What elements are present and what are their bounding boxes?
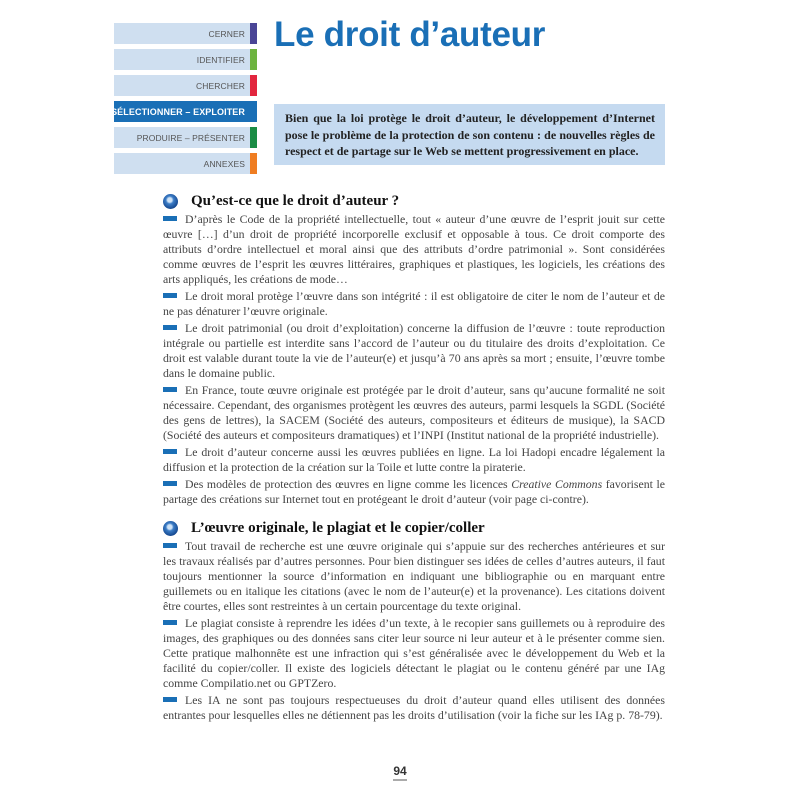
section-droit-auteur <box>163 192 665 507</box>
paragraph <box>163 212 665 287</box>
paragraph-text: Les IA ne sont pas toujours respectueuses du droit d’auteur quand elles utilisent des données entrantes pour lesquelles elles ne détiennent pas les droits d’utilisation (voir la fiche sur les IAg p. 78-79). <box>163 693 665 722</box>
paragraph <box>163 477 665 507</box>
bullet-icon <box>163 697 177 702</box>
nav-item-label: IDENTIFIER <box>196 54 245 65</box>
paragraph <box>163 693 665 723</box>
section-title: Qu’est-ce que le droit d’auteur ? <box>191 193 400 209</box>
nav-item-cerner[interactable] <box>114 23 257 44</box>
paragraph <box>163 539 665 614</box>
chapter-nav <box>111 23 257 179</box>
italic-term: Creative Commons <box>511 477 603 491</box>
paragraph-text: Tout travail de recherche est une œuvre originale qui s’appuie sur des recherches antérieures et sur les travaux réalisés par d’autres personnes. Pour bien distinguer ses idées de celles d’autres auteurs, il faut toujours mentionner la source d’information en indiquant une bibliographie ou en marquant entre guillemets ou en italique les citations (avec le nom de l’auteur(e) et la provenance). Les citations doivent être courtes, elles sont restreintes à un certain pourcentage du texte original. <box>163 539 665 613</box>
bullet-icon <box>163 543 177 548</box>
bullet-icon <box>163 481 177 486</box>
nav-item-identifier[interactable] <box>114 49 257 70</box>
section-heading <box>163 192 665 211</box>
section-title: L’œuvre originale, le plagiat et le copier/coller <box>191 520 485 536</box>
paragraph-text: Des modèles de protection des œuvres en ligne comme les licences <box>185 477 512 491</box>
bullet-icon <box>163 325 177 330</box>
nav-color-tab <box>250 75 257 96</box>
page-number-text: 94 <box>393 764 406 781</box>
page-title: Le droit d’auteur <box>274 15 546 54</box>
bullet-icon <box>163 216 177 221</box>
bullet-icon <box>163 387 177 392</box>
blue-sphere-icon <box>163 194 178 209</box>
nav-color-tab <box>250 153 257 174</box>
paragraph-text: Le droit moral protège l’œuvre dans son intégrité : il est obligatoire de citer le nom de l’auteur et de ne pas dénaturer l’œuvre originale. <box>163 289 665 318</box>
nav-item-label: CERNER <box>208 28 245 39</box>
paragraph-text: Le droit patrimonial (ou droit d’exploitation) concerne la diffusion de l’œuvre : toute reproduction intégrale ou partielle est interdite sans l’accord de l’auteur ou du titulaire des droits d’exploitation. Ce droit est valable durant toute la vie de l’auteur(e) et jusqu’à 70 ans après sa mort ; ensuite, l’œuvre tombe dans le domaine public. <box>163 321 665 380</box>
main-content <box>163 192 665 725</box>
paragraph <box>163 289 665 319</box>
nav-item-selectionner-exploiter[interactable] <box>111 101 257 122</box>
nav-item-produire-presenter[interactable] <box>114 127 257 148</box>
paragraph-text: En France, toute œuvre originale est protégée par le droit d’auteur, sans qu’aucune formalité ne soit nécessaire. Cependant, des organismes protègent les œuvres des auteurs, parmi lesquels la SGDL (Société des gens de lettres), la SACEM (Société des auteurs, compositeurs et éditeurs de musique), la SACD (Société des auteurs et compositeurs dramatiques) et l’INPI (Institut national de la propriété industrielle). <box>163 383 665 442</box>
paragraph <box>163 383 665 443</box>
bullet-icon <box>163 449 177 454</box>
section-plagiat <box>163 519 665 723</box>
nav-item-label: PRODUIRE – PRÉSENTER <box>136 132 245 143</box>
paragraph-text: D’après le Code de la propriété intellectuelle, tout « auteur d’une œuvre de l’esprit jouit sur cette œuvre […] d’un droit de propriété incorporelle exclusif et opposable à tous. Ce droit comporte des attributs d’ordre intellectuel et moral ainsi que des attributs d’ordre patrimonial ». Sont considérées comme œuvres de l’esprit les œuvres littéraires, graphiques et plastiques, les logiciels, les créations des arts appliqués, les créations de mode… <box>163 212 665 286</box>
section-heading <box>163 519 665 538</box>
bullet-icon <box>163 293 177 298</box>
nav-item-annexes[interactable] <box>114 153 257 174</box>
bullet-icon <box>163 620 177 625</box>
intro-box: Bien que la loi protège le droit d’auteur, le développement d’Internet pose le problème de la protection de son contenu : de nouvelles règles de respect et de partage sur le Web se mettent progressivement en place. <box>274 104 665 165</box>
nav-color-tab <box>250 23 257 44</box>
nav-item-chercher[interactable] <box>114 75 257 96</box>
page-number <box>0 762 800 781</box>
blue-sphere-icon <box>163 521 178 536</box>
paragraph-text: Le plagiat consiste à reprendre les idées d’un texte, à le recopier sans guillemets ou à reproduire des images, des graphiques ou des données sans citer leur source ni leur auteur et à le présenter comme sien. Cette pratique malhonnête est une infraction qui s’est généralisée avec le développement du Web et la facilité du copier/coller. Il existe des logiciels détectant le plagiat ou le contenu généré par une IAg comme Compilatio.net ou GPTZero. <box>163 616 665 690</box>
paragraph <box>163 616 665 691</box>
paragraph-text: Le droit d’auteur concerne aussi les œuvres publiées en ligne. La loi Hadopi encadre légalement la diffusion et la protection de la création sur la Toile et lutte contre la piraterie. <box>163 445 665 474</box>
paragraph <box>163 321 665 381</box>
nav-item-label: CHERCHER <box>196 80 245 91</box>
paragraph <box>163 445 665 475</box>
nav-item-label: ANNEXES <box>203 158 245 169</box>
nav-item-label: SÉLECTIONNER – EXPLOITER <box>111 106 245 117</box>
paragraph-text: favorisent le partage des créations sur Internet tout en protégeant le droit d’auteur (voir page ci-contre). <box>163 477 665 506</box>
nav-color-tab <box>250 49 257 70</box>
nav-color-tab <box>250 127 257 148</box>
